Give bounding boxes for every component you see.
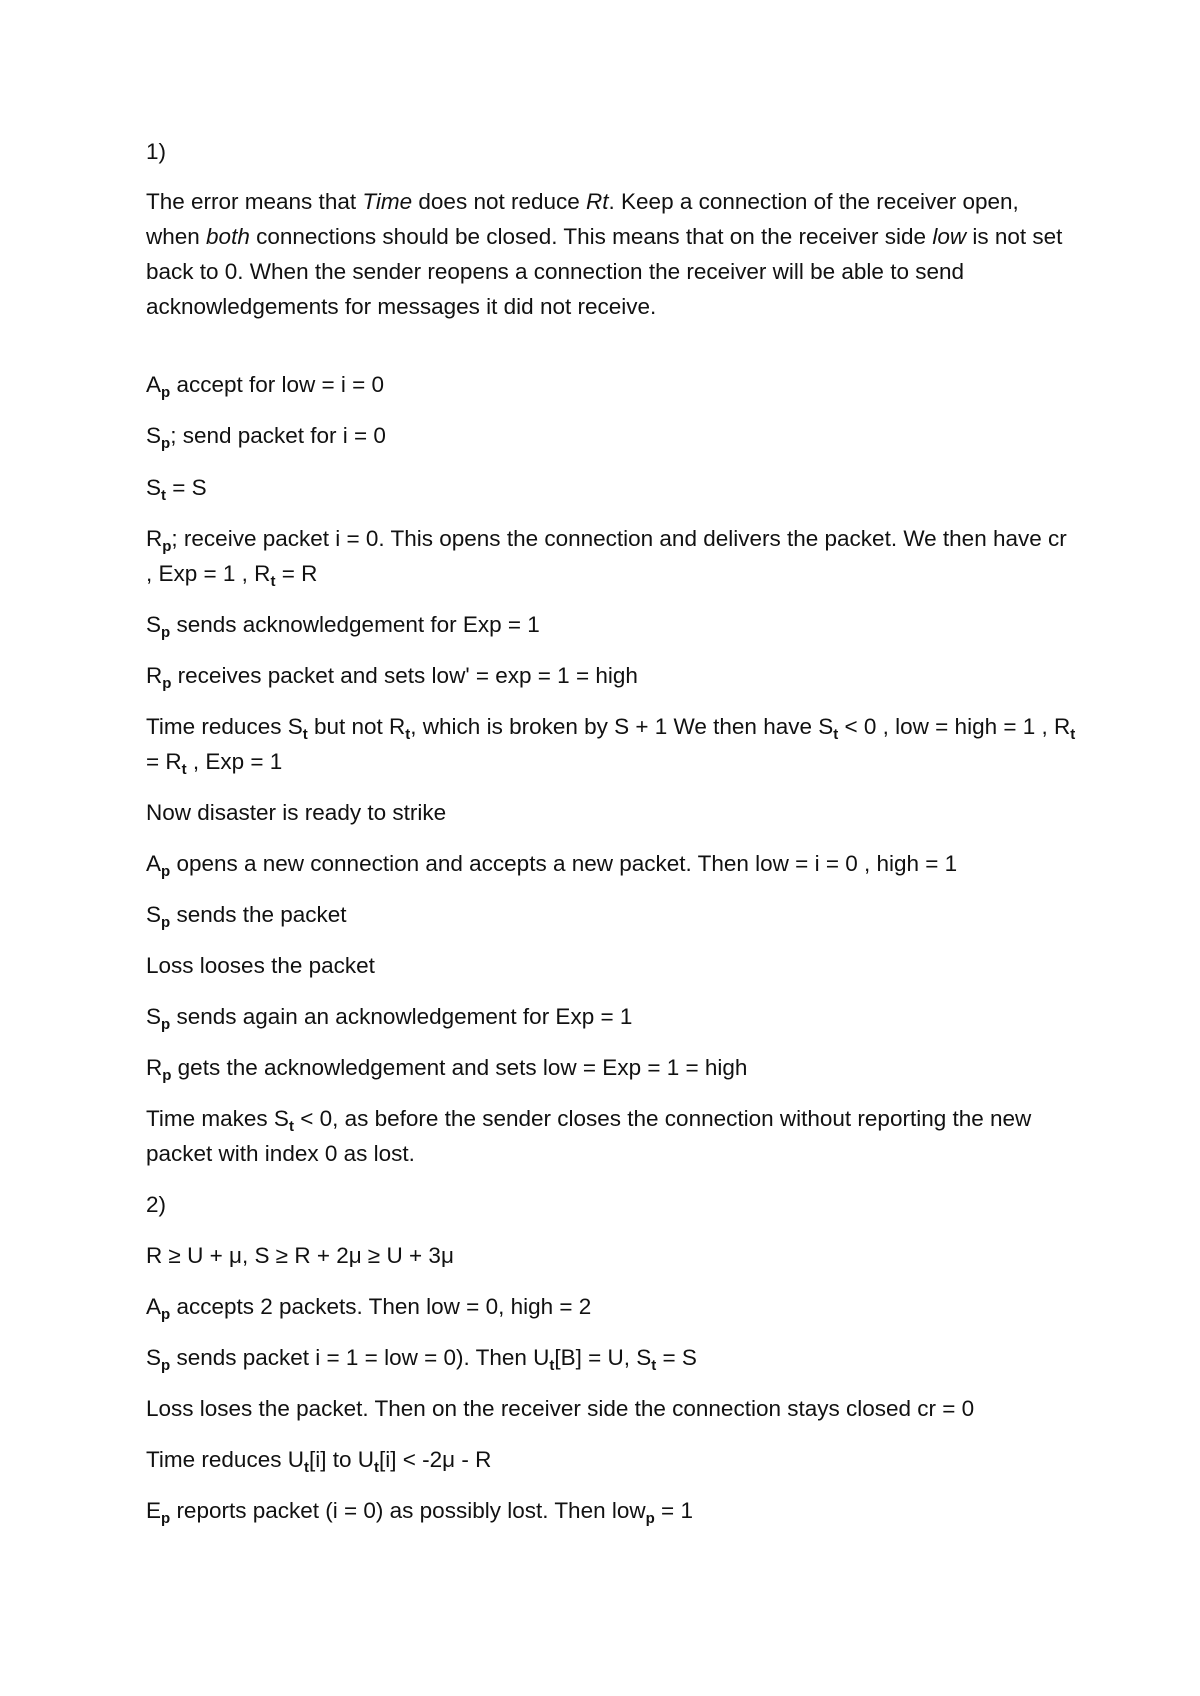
text-run: but not R bbox=[307, 714, 406, 739]
text-run: = R bbox=[146, 749, 182, 774]
line-8 bbox=[146, 795, 1076, 830]
subscript: t bbox=[303, 1459, 309, 1476]
text-run: ; receive packet i = 0. This opens the connection and delivers the packet. We then have cr , Exp = 1 , R bbox=[146, 526, 1067, 586]
italic-run: low bbox=[932, 224, 967, 249]
subscript: p bbox=[161, 914, 171, 931]
text-run: [i] to U bbox=[308, 1447, 374, 1472]
line-5 bbox=[146, 607, 1076, 642]
text-run: R ≥ U + μ, S ≥ R + 2μ ≥ U + 3μ bbox=[146, 1243, 454, 1268]
text-run: ; send packet for i = 0 bbox=[170, 423, 386, 448]
text-run: < 0 , low = high = 1 , R bbox=[838, 714, 1071, 739]
text-run: is not set back to 0. When the sender reopens a connection the receiver will be able to send acknowledgements for messages it did not receive. bbox=[146, 224, 1063, 319]
italic-run: Rt bbox=[586, 189, 609, 214]
subscript: t bbox=[374, 1459, 379, 1476]
text-run: , which is broken by S + 1 We then have S bbox=[410, 714, 834, 739]
subscript: p bbox=[161, 1016, 171, 1033]
text-run: reports packet (i = 0) as possibly lost. Then low bbox=[170, 1498, 646, 1523]
line-12 bbox=[146, 999, 1076, 1034]
text-run: A bbox=[146, 1294, 162, 1319]
text-run: = 1 bbox=[654, 1498, 693, 1523]
text-run: Now disaster is ready to strike bbox=[146, 800, 447, 825]
text-run: R bbox=[146, 1055, 163, 1080]
subscript: p bbox=[161, 1357, 171, 1374]
math-line-1 bbox=[146, 1238, 1076, 1273]
text-run: does not reduce bbox=[412, 189, 587, 214]
text-run: [B] = U, S bbox=[554, 1345, 652, 1370]
subscript: p bbox=[161, 1306, 171, 1323]
text-run: = S bbox=[166, 475, 207, 500]
subscript: t bbox=[405, 726, 411, 743]
subscript: t bbox=[833, 726, 839, 743]
text-run: connections should be closed. This means that on the receiver side bbox=[249, 224, 933, 249]
text-run: = S bbox=[656, 1345, 697, 1370]
text-run: R bbox=[146, 526, 163, 551]
subscript: p bbox=[162, 675, 172, 692]
text-run: Time reduces S bbox=[146, 714, 303, 739]
text-run: < 0, as before the sender closes the connection without reporting the new packet with index 0 as lost. bbox=[146, 1106, 1032, 1166]
math-line-6 bbox=[146, 1493, 1076, 1528]
math-line-4 bbox=[146, 1391, 1076, 1426]
text-run: [i] < -2μ - R bbox=[379, 1447, 492, 1472]
text-run: sends the packet bbox=[170, 902, 347, 927]
text-run: , Exp = 1 bbox=[186, 749, 283, 774]
heading-text: 2) bbox=[146, 1192, 167, 1217]
subscript: p bbox=[645, 1510, 655, 1527]
text-run: . Keep a connection of the receiver open, when bbox=[146, 189, 1019, 249]
subscript: p bbox=[161, 863, 171, 880]
text-run: S bbox=[146, 1345, 162, 1370]
italic-run: Time bbox=[362, 189, 413, 214]
section-heading-1 bbox=[146, 134, 1076, 169]
text-run: S bbox=[146, 423, 162, 448]
text-run: E bbox=[146, 1498, 162, 1523]
line-2 bbox=[146, 418, 1076, 453]
line-1 bbox=[146, 367, 1076, 402]
line-13 bbox=[146, 1050, 1076, 1085]
text-run: The error means that bbox=[146, 189, 363, 214]
text-run: S bbox=[146, 612, 162, 637]
subscript: p bbox=[161, 1510, 171, 1527]
text-run: Time reduces U bbox=[146, 1447, 304, 1472]
line-7 bbox=[146, 709, 1076, 779]
line-10 bbox=[146, 897, 1076, 932]
subscript: t bbox=[288, 1118, 294, 1135]
intro-paragraph bbox=[146, 184, 1076, 324]
subscript: t bbox=[549, 1357, 555, 1374]
subscript: t bbox=[651, 1357, 657, 1374]
subscript: p bbox=[161, 435, 171, 452]
section-heading-2 bbox=[146, 1187, 1076, 1222]
text-run: opens a new connection and accepts a new packet. Then low = i = 0 , high = 1 bbox=[170, 851, 958, 876]
subscript: t bbox=[270, 573, 276, 590]
text-run: sends again an acknowledgement for Exp = 1 bbox=[170, 1004, 633, 1029]
subscript: t bbox=[302, 726, 308, 743]
math-line-5 bbox=[146, 1442, 1076, 1477]
text-run: S bbox=[146, 902, 162, 927]
line-3 bbox=[146, 470, 1076, 505]
line-11 bbox=[146, 948, 1076, 983]
subscript: p bbox=[161, 384, 171, 401]
line-14 bbox=[146, 1101, 1076, 1171]
subscript: p bbox=[162, 538, 172, 555]
text-run: A bbox=[146, 851, 162, 876]
subscript: t bbox=[161, 487, 167, 504]
text-run: sends acknowledgement for Exp = 1 bbox=[170, 612, 540, 637]
italic-run: both bbox=[206, 224, 250, 249]
text-run: accepts 2 packets. Then low = 0, high = 2 bbox=[170, 1294, 592, 1319]
subscript: t bbox=[181, 761, 187, 778]
text-run: accept for low = i = 0 bbox=[170, 372, 385, 397]
math-line-2 bbox=[146, 1289, 1076, 1324]
heading-text: 1) bbox=[146, 139, 167, 164]
text-run: Loss loses the packet. Then on the receiver side the connection stays closed cr = 0 bbox=[146, 1396, 975, 1421]
text-run: R bbox=[146, 663, 163, 688]
subscript: p bbox=[162, 1067, 172, 1084]
text-run: sends packet i = 1 = low = 0). Then U bbox=[170, 1345, 550, 1370]
text-run: A bbox=[146, 372, 162, 397]
text-run: = R bbox=[275, 561, 318, 586]
math-line-3 bbox=[146, 1340, 1076, 1375]
text-run: Time makes S bbox=[146, 1106, 289, 1131]
text-run: receives packet and sets low' = exp = 1 = high bbox=[171, 663, 638, 688]
line-4 bbox=[146, 521, 1076, 591]
subscript: p bbox=[161, 624, 171, 641]
text-run: S bbox=[146, 475, 162, 500]
text-run: Loss looses the packet bbox=[146, 953, 375, 978]
line-9 bbox=[146, 846, 1076, 881]
subscript: t bbox=[1070, 726, 1076, 743]
line-6 bbox=[146, 658, 1076, 693]
text-run: gets the acknowledgement and sets low = Exp = 1 = high bbox=[171, 1055, 748, 1080]
text-run: S bbox=[146, 1004, 162, 1029]
